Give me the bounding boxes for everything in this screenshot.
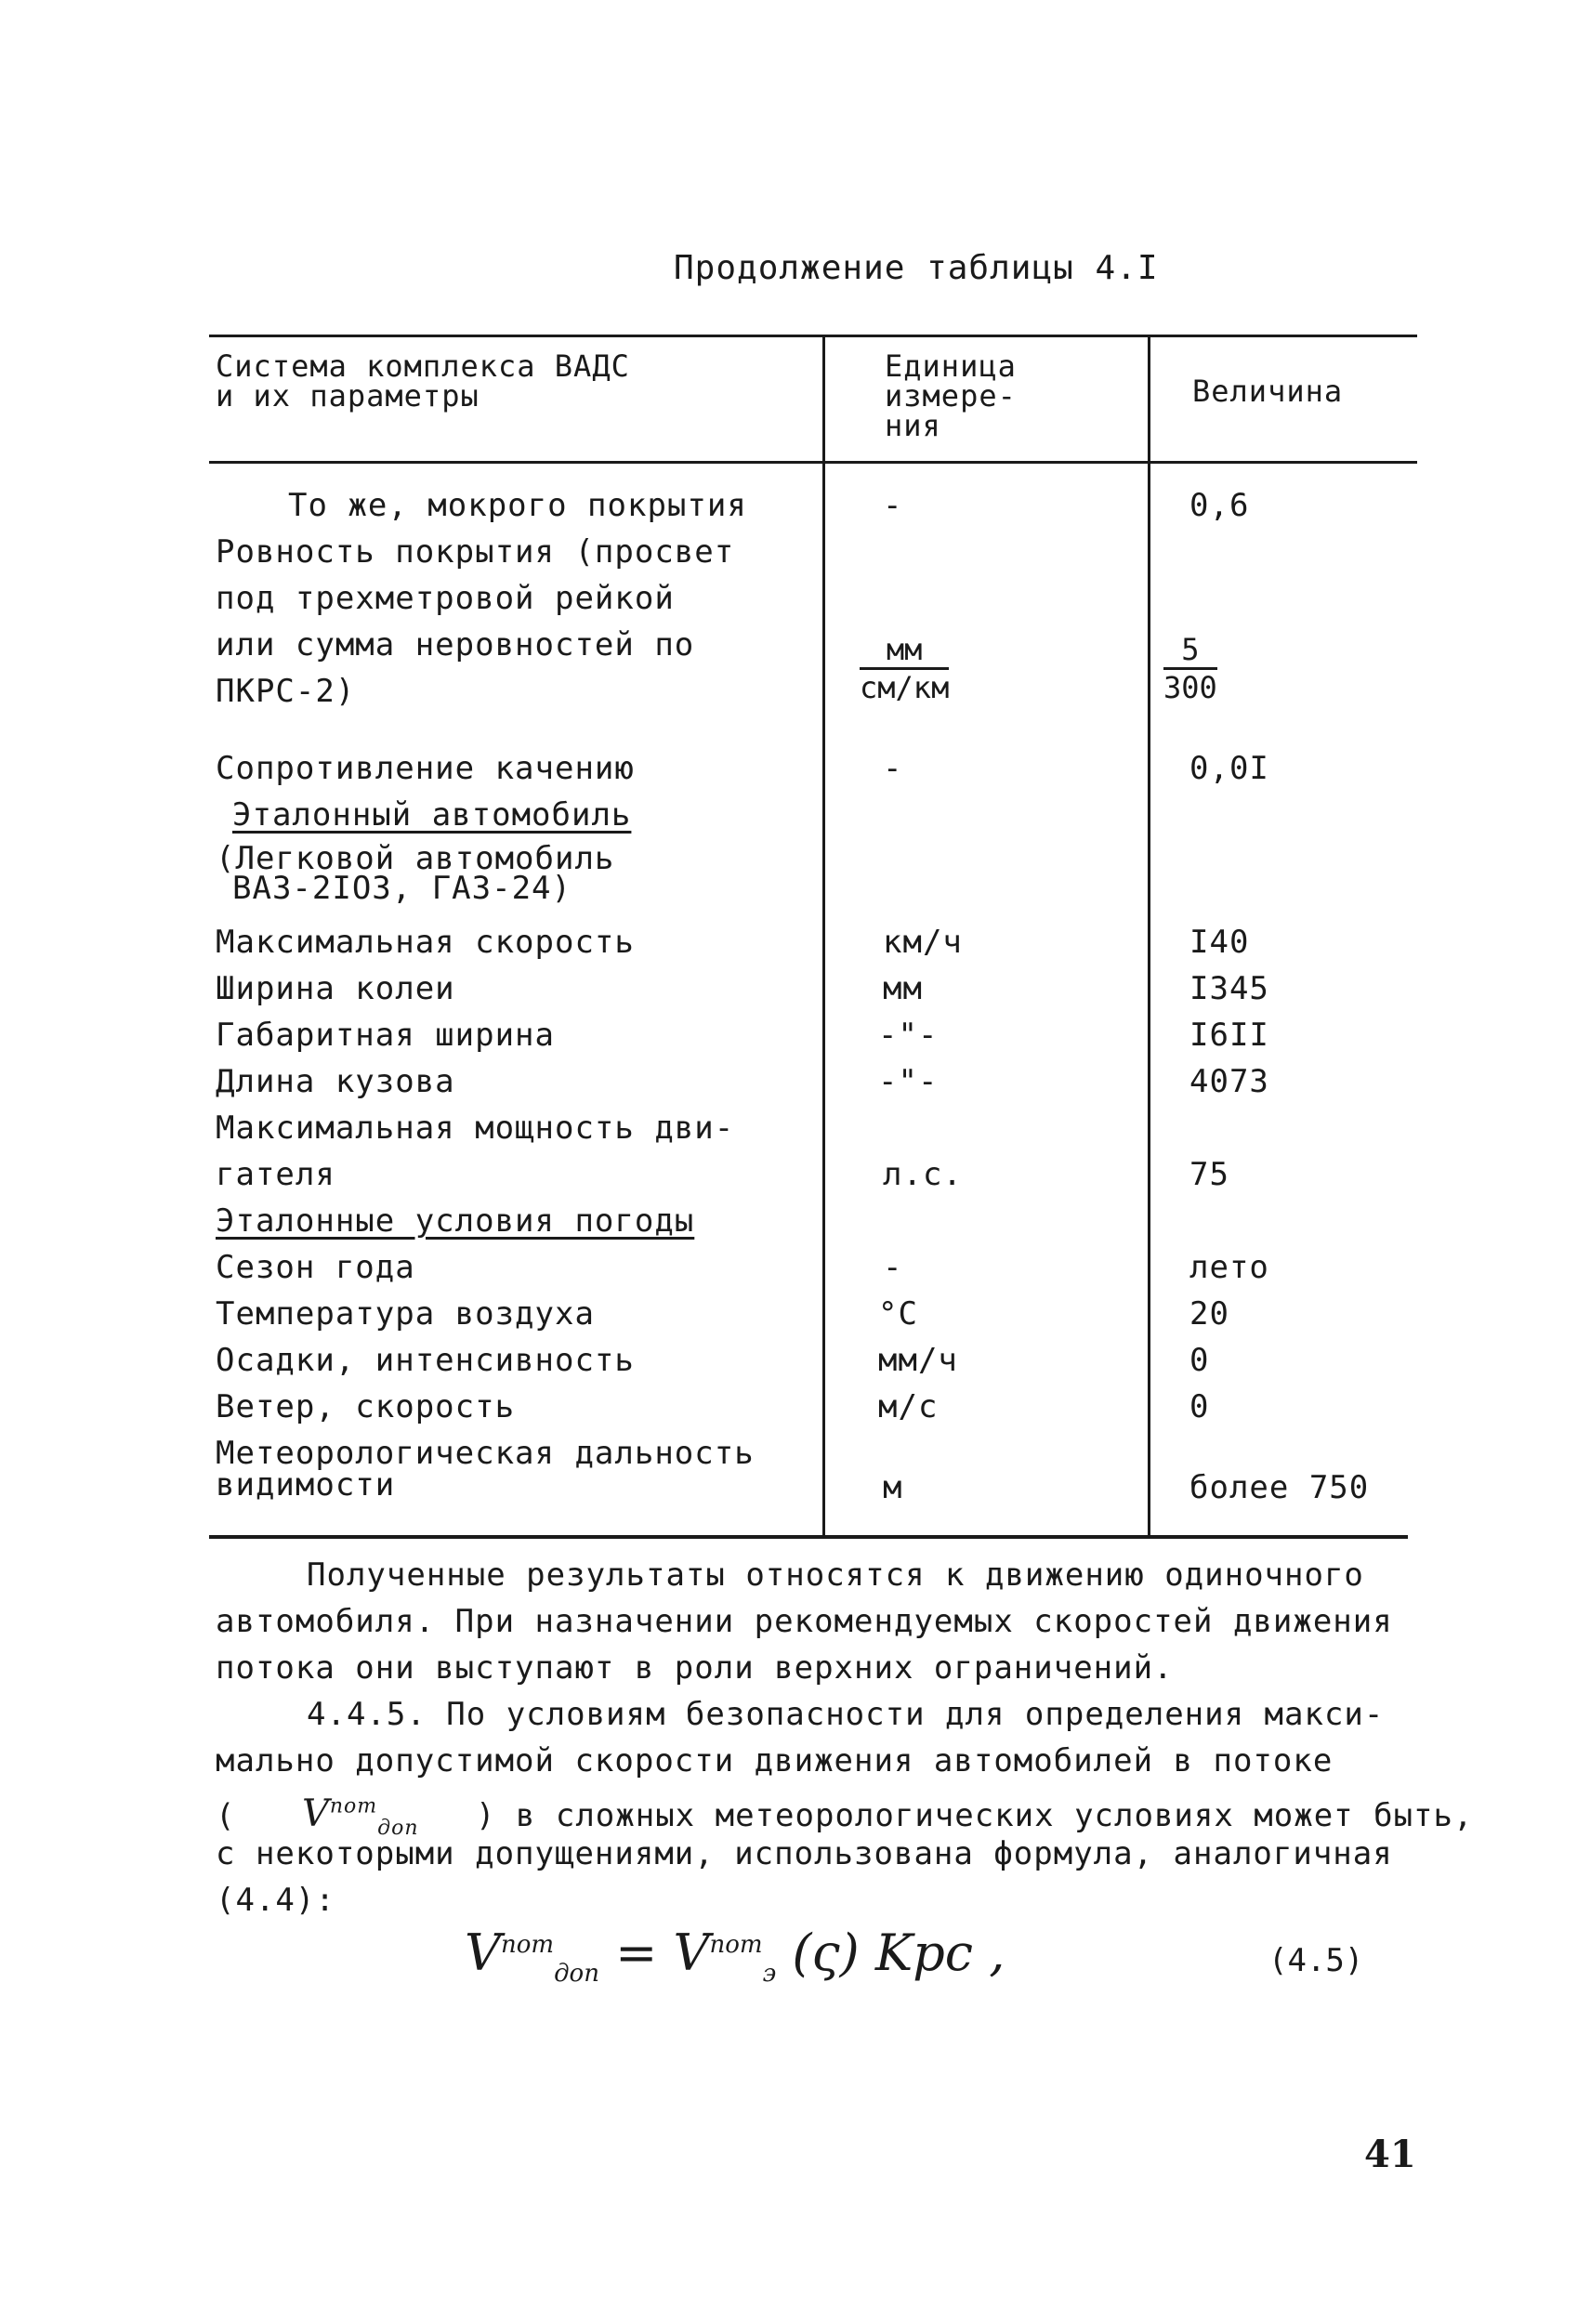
- unit-cell: л.с.: [883, 1156, 963, 1193]
- table-row: Максимальная мощность дви-: [216, 1109, 735, 1147]
- unit-cell: -: [883, 750, 903, 787]
- formula: $V^{пот}_{доп} = V^{пот}_э$ (ς) Kрс ,: [465, 1924, 1005, 1988]
- header-unit: Единица измере- ния: [885, 348, 1017, 443]
- table-row: Температура воздуха: [216, 1295, 595, 1333]
- paragraph: автомобиля. При назначении рекомендуемых скоростей движения: [216, 1603, 1393, 1640]
- table-row: То же, мокрого покрытия: [288, 487, 747, 524]
- value-cell: I40: [1189, 924, 1250, 961]
- unit-cell: °С: [878, 1295, 918, 1333]
- section-heading: Эталонный автомобиль: [232, 796, 632, 834]
- table-row: ПКРС-2): [216, 673, 356, 710]
- unit-cell: -"-: [878, 1017, 939, 1054]
- table-row: гателя: [216, 1156, 335, 1193]
- column-divider-1: [822, 335, 825, 1537]
- header-bottom-border: [209, 461, 1417, 464]
- value-cell: 0: [1189, 1342, 1210, 1379]
- value-cell: 0,6: [1189, 487, 1250, 524]
- table-row: Ширина колеи: [216, 970, 455, 1007]
- value-cell: 0,0I: [1189, 750, 1269, 787]
- value-fraction: $\frac{5}{300}$: [1163, 632, 1217, 705]
- unit-cell: -: [883, 487, 903, 524]
- table-top-border: [209, 335, 1417, 337]
- unit-cell: -: [883, 1249, 903, 1286]
- table-row: Сопротивление качению: [216, 750, 635, 787]
- table-row: Габаритная ширина: [216, 1017, 555, 1054]
- header-value: Величина: [1192, 374, 1344, 409]
- unit-cell: м: [883, 1469, 903, 1506]
- equation-number: (4.5): [1268, 1942, 1364, 1979]
- paragraph: (4.4):: [216, 1882, 335, 1919]
- section-heading: Эталонные условия погоды: [216, 1202, 695, 1240]
- column-divider-2: [1148, 335, 1150, 1537]
- value-cell: 75: [1189, 1156, 1229, 1193]
- table-row: Ровность покрытия (просвет: [216, 533, 735, 571]
- value-cell: более 750: [1189, 1469, 1370, 1506]
- table-row: Осадки, интенсивность: [216, 1342, 635, 1379]
- value-cell: лето: [1189, 1249, 1269, 1286]
- value-cell: 0: [1189, 1388, 1210, 1425]
- paragraph: 4.4.5. По условиям безопасности для определения макси-: [307, 1696, 1385, 1733]
- paragraph: с некоторыми допущениями, использована формула, аналогичная: [216, 1835, 1393, 1872]
- table-row: видимости: [216, 1466, 396, 1503]
- unit-cell: мм: [883, 970, 923, 1007]
- page-number: 41: [1364, 2133, 1416, 2176]
- value-cell: I6II: [1189, 1017, 1269, 1054]
- table-row: Ветер, скорость: [216, 1388, 516, 1425]
- unit-cell: мм/ч: [878, 1342, 958, 1379]
- table-row: под трехметровой рейкой: [216, 580, 675, 617]
- table-caption: Продолжение таблицы 4.I: [674, 249, 1159, 287]
- paragraph: мально допустимой скорости движения автомобилей в потоке: [216, 1742, 1334, 1779]
- table-row: ВАЗ-2IО3, ГАЗ-24): [232, 870, 572, 907]
- unit-cell: -"-: [878, 1063, 939, 1100]
- unit-cell: м/с: [878, 1388, 939, 1425]
- table-row: Максимальная скорость: [216, 924, 635, 961]
- paragraph: потока они выступают в роли верхних ограничений.: [216, 1649, 1174, 1687]
- value-cell: 20: [1189, 1295, 1229, 1333]
- table-row: Метеорологическая дальность: [216, 1435, 755, 1472]
- unit-cell: км/ч: [883, 924, 963, 961]
- value-cell: 4073: [1189, 1063, 1269, 1100]
- inline-symbol: $V^{пот}_{доп}$: [301, 1792, 419, 1841]
- paragraph: ( $V^{пот}_{доп}$ ) в сложных метеорологических условиях может быть,: [216, 1792, 1474, 1841]
- table-row: или сумма неровностей по: [216, 626, 695, 663]
- paragraph: Полученные результаты относятся к движению одиночного: [307, 1556, 1364, 1594]
- value-cell: I345: [1189, 970, 1269, 1007]
- table-bottom-border: [209, 1535, 1408, 1539]
- table-row: Сезон года: [216, 1249, 415, 1286]
- table-row: Длина кузова: [216, 1063, 455, 1100]
- table-row: (Легковой автомобиль: [216, 840, 615, 877]
- unit-fraction: мм см/км: [860, 632, 950, 705]
- header-param: Система комплекса ВАДС и их параметры: [216, 348, 630, 414]
